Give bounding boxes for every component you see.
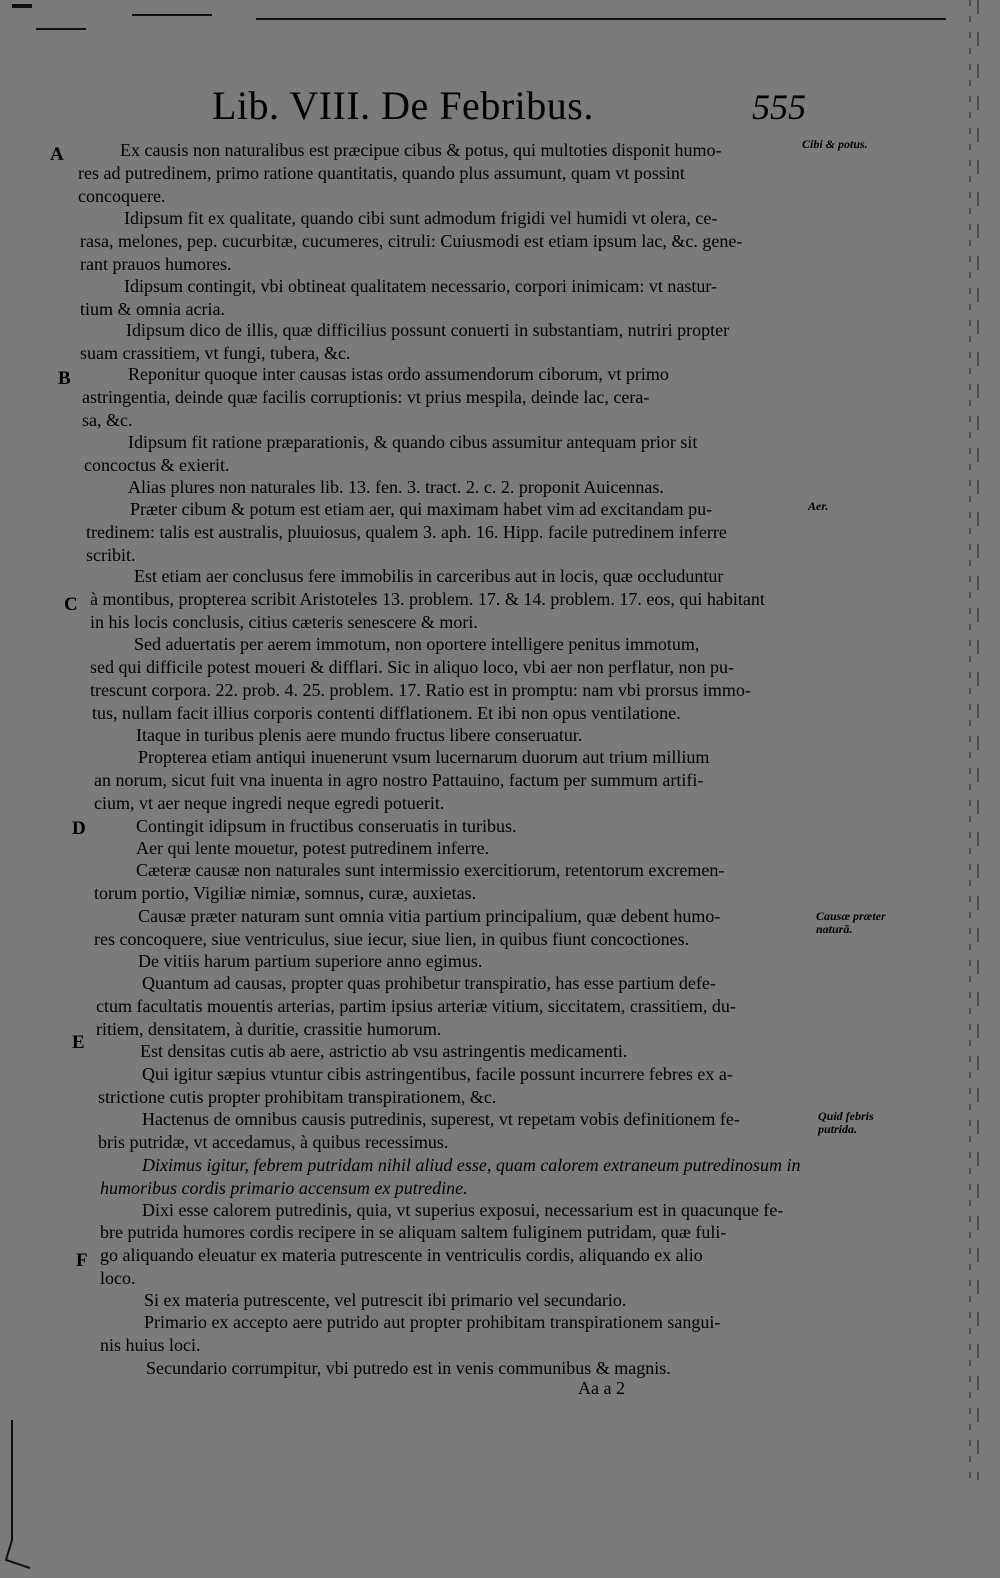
text-line: res concoquere, siue ventriculus, siue iecur, siue lien, in quibus fiunt concoctiones. — [94, 929, 690, 949]
text-line: nis huius loci. — [100, 1335, 201, 1355]
margin-note-cibi: Cibi & potus. — [802, 137, 868, 151]
text-line: loco. — [100, 1268, 136, 1288]
text-line: tus, nullam facit illius corporis contenti difflationem. Et ibi non opus ventilatione. — [92, 703, 681, 723]
margin-note-febris: Quid febris putrida. — [818, 1109, 874, 1136]
text-line: rant prauos humores. — [80, 254, 232, 274]
text-line: Idipsum fit ratione præparationis, & quando cibus assumitur antequam prior sit — [128, 432, 698, 452]
top-rule-center — [132, 14, 212, 16]
text-line: res ad putredinem, primo ratione quantitatis, quando plus assumunt, quam vt possint — [78, 163, 685, 183]
section-letter-b: B — [58, 368, 71, 389]
text-line: Reponitur quoque inter causas istas ordo assumendorum ciborum, vt primo — [128, 364, 669, 384]
text-line: tredinem: talis est australis, pluuiosus, qualem 3. aph. 16. Hipp. facile putredinem inferre — [86, 522, 727, 542]
text-line: strictione cutis propter prohibitam transpirationem, &c. — [98, 1087, 497, 1107]
text-line: concoquere. — [78, 186, 166, 206]
text-line: cium, vt aer neque ingredi neque egredi potuerit. — [94, 793, 445, 813]
text-line: rasa, melones, pep. cucurbitæ, cucumeres, citruli: Cuiusmodi est etiam ipsum lac, &c. gene- — [80, 231, 743, 251]
text-line: sed qui difficile potest moueri & difflari. Sic in aliquo loco, vbi aer non perflatur, non pu- — [90, 657, 734, 677]
page-number: 555 — [752, 87, 806, 127]
section-letter-f: F — [76, 1250, 88, 1271]
text-line: bre putrida humores cordis recipere in se aliquam saltem fuliginem putridam, quæ fuli- — [100, 1222, 727, 1242]
text-line: humoribus cordis primario accensum ex putredine. — [100, 1178, 468, 1198]
text-line: astringentia, deinde quæ facilis corruptionis: vt prius mespila, deinde lac, cera- — [82, 387, 650, 407]
text-line: torum portio, Vigiliæ nimiæ, somnus, curæ, auxietas. — [94, 883, 477, 903]
text-line: ritiem, densitatem, à duritie, crassitie humorum. — [96, 1019, 442, 1039]
margin-note-causae: Causæ præter naturã. — [816, 909, 886, 936]
text-line: De vitiis harum partium superiore anno egimus. — [138, 951, 483, 971]
text-line: Ex causis non naturalibus est præcipue cibus & potus, qui multoties disponit humo- — [120, 140, 722, 160]
text-line: Aer qui lente mouetur, potest putredinem inferre. — [136, 838, 490, 858]
text-line: Est densitas cutis ab aere, astrictio ab vsu astringentis medicamenti. — [140, 1041, 628, 1061]
signature-mark: Aa a 2 — [578, 1378, 625, 1398]
top-rule-right — [256, 18, 946, 20]
text-line: Causæ præter naturam sunt omnia vitia partium principalium, quæ debent humo- — [138, 906, 721, 926]
text-line: ctum facultatis mouentis arterias, partim ipsius arteriæ vitium, siccitatem, crassitiem, du- — [96, 996, 736, 1016]
text-line: Hactenus de omnibus causis putredinis, superest, vt repetam vobis definitionem fe- — [142, 1109, 740, 1129]
text-line: Alias plures non naturales lib. 13. fen. 3. tract. 2. c. 2. proponit Auicennas. — [128, 477, 664, 497]
section-letter-e: E — [72, 1032, 85, 1053]
text-line: trescunt corpora. 22. prob. 4. 25. problem. 17. Ratio est in promptu: nam vbi prorsus immo- — [90, 680, 751, 700]
margin-note-aer: Aer. — [808, 499, 829, 513]
text-line: à montibus, propterea scribit Aristoteles 13. problem. 17. & 14. problem. 17. eos, qui habitant — [90, 589, 765, 609]
text-line: suam crassitiem, vt fungi, tubera, &c. — [80, 343, 351, 363]
section-letter-d: D — [72, 818, 86, 839]
text-line: Itaque in turibus plenis aere mundo fructus libere conseruatur. — [136, 725, 583, 745]
text-line: Dixi esse calorem putredinis, quia, vt superius exposui, necessarium est in quacunque fe- — [142, 1200, 784, 1220]
top-rule-mid — [36, 28, 86, 30]
text-line: Contingit idipsum in fructibus conseruatis in turibus. — [136, 816, 517, 836]
text-line: Præter cibum & potum est etiam aer, qui maximam habet vim ad excitandam pu- — [130, 499, 713, 519]
text-line: Quantum ad causas, propter quas prohibetur transpiratio, has esse partium defe- — [142, 973, 716, 993]
text-line: an norum, sicut fuit vna inuenta in agro nostro Pattauino, factum per summum artifi- — [94, 770, 704, 790]
text-line: Primario ex accepto aere putrido aut propter prohibitam transpirationem sangui- — [144, 1312, 721, 1332]
section-letter-c: C — [64, 594, 78, 615]
text-line: Idipsum contingit, vbi obtineat qualitatem necessario, corpori inimicam: vt nastur- — [124, 276, 717, 296]
section-letter-a: A — [50, 144, 64, 165]
text-line: Secundario corrumpitur, vbi putredo est in venis communibus & magnis. — [146, 1358, 671, 1378]
text-line: scribit. — [86, 545, 136, 565]
binding-edge — [966, 0, 986, 1480]
text-line: concoctus & exierit. — [84, 455, 230, 475]
text-line: Cæteræ causæ non naturales sunt intermissio exercitiorum, retentorum excremen- — [136, 860, 725, 880]
top-rule-left — [12, 4, 32, 8]
page-title: Lib. VIII. De Febribus. — [212, 83, 594, 128]
text-line: Idipsum fit ex qualitate, quando cibi sunt admodum frigidi vel humidi vt olera, ce- — [124, 208, 718, 228]
text-line: Diximus igitur, febrem putridam nihil aliud esse, quam calorem extraneum putredinosum in — [142, 1155, 801, 1175]
text-line: sa, &c. — [82, 410, 133, 430]
text-line: bris putridæ, vt accedamus, à quibus recessimus. — [98, 1132, 449, 1152]
left-edge-stroke — [0, 1420, 40, 1570]
text-line: go aliquando eleuatur ex materia putrescente in ventriculis cordis, aliquando ex alio — [100, 1245, 703, 1265]
text-line: Est etiam aer conclusus fere immobilis in carceribus aut in locis, quæ occluduntur — [134, 566, 724, 586]
text-line: Si ex materia putrescente, vel putrescit ibi primario vel secundario. — [144, 1290, 627, 1310]
text-line: tium & omnia acria. — [80, 299, 225, 319]
text-line: Qui igitur sæpius vtuntur cibis astringentibus, facile possunt incurrere febres ex a- — [142, 1064, 733, 1084]
text-line: in his locis conclusis, citius cæteris senescere & mori. — [90, 612, 478, 632]
text-line: Idipsum dico de illis, quæ difficilius possunt conuerti in substantiam, nutriri propter — [126, 320, 730, 340]
text-line: Sed aduertatis per aerem immotum, non oportere intelligere penitus immotum, — [134, 634, 700, 654]
text-line: Propterea etiam antiqui inuenerunt vsum lucernarum duorum aut trium millium — [138, 747, 710, 767]
